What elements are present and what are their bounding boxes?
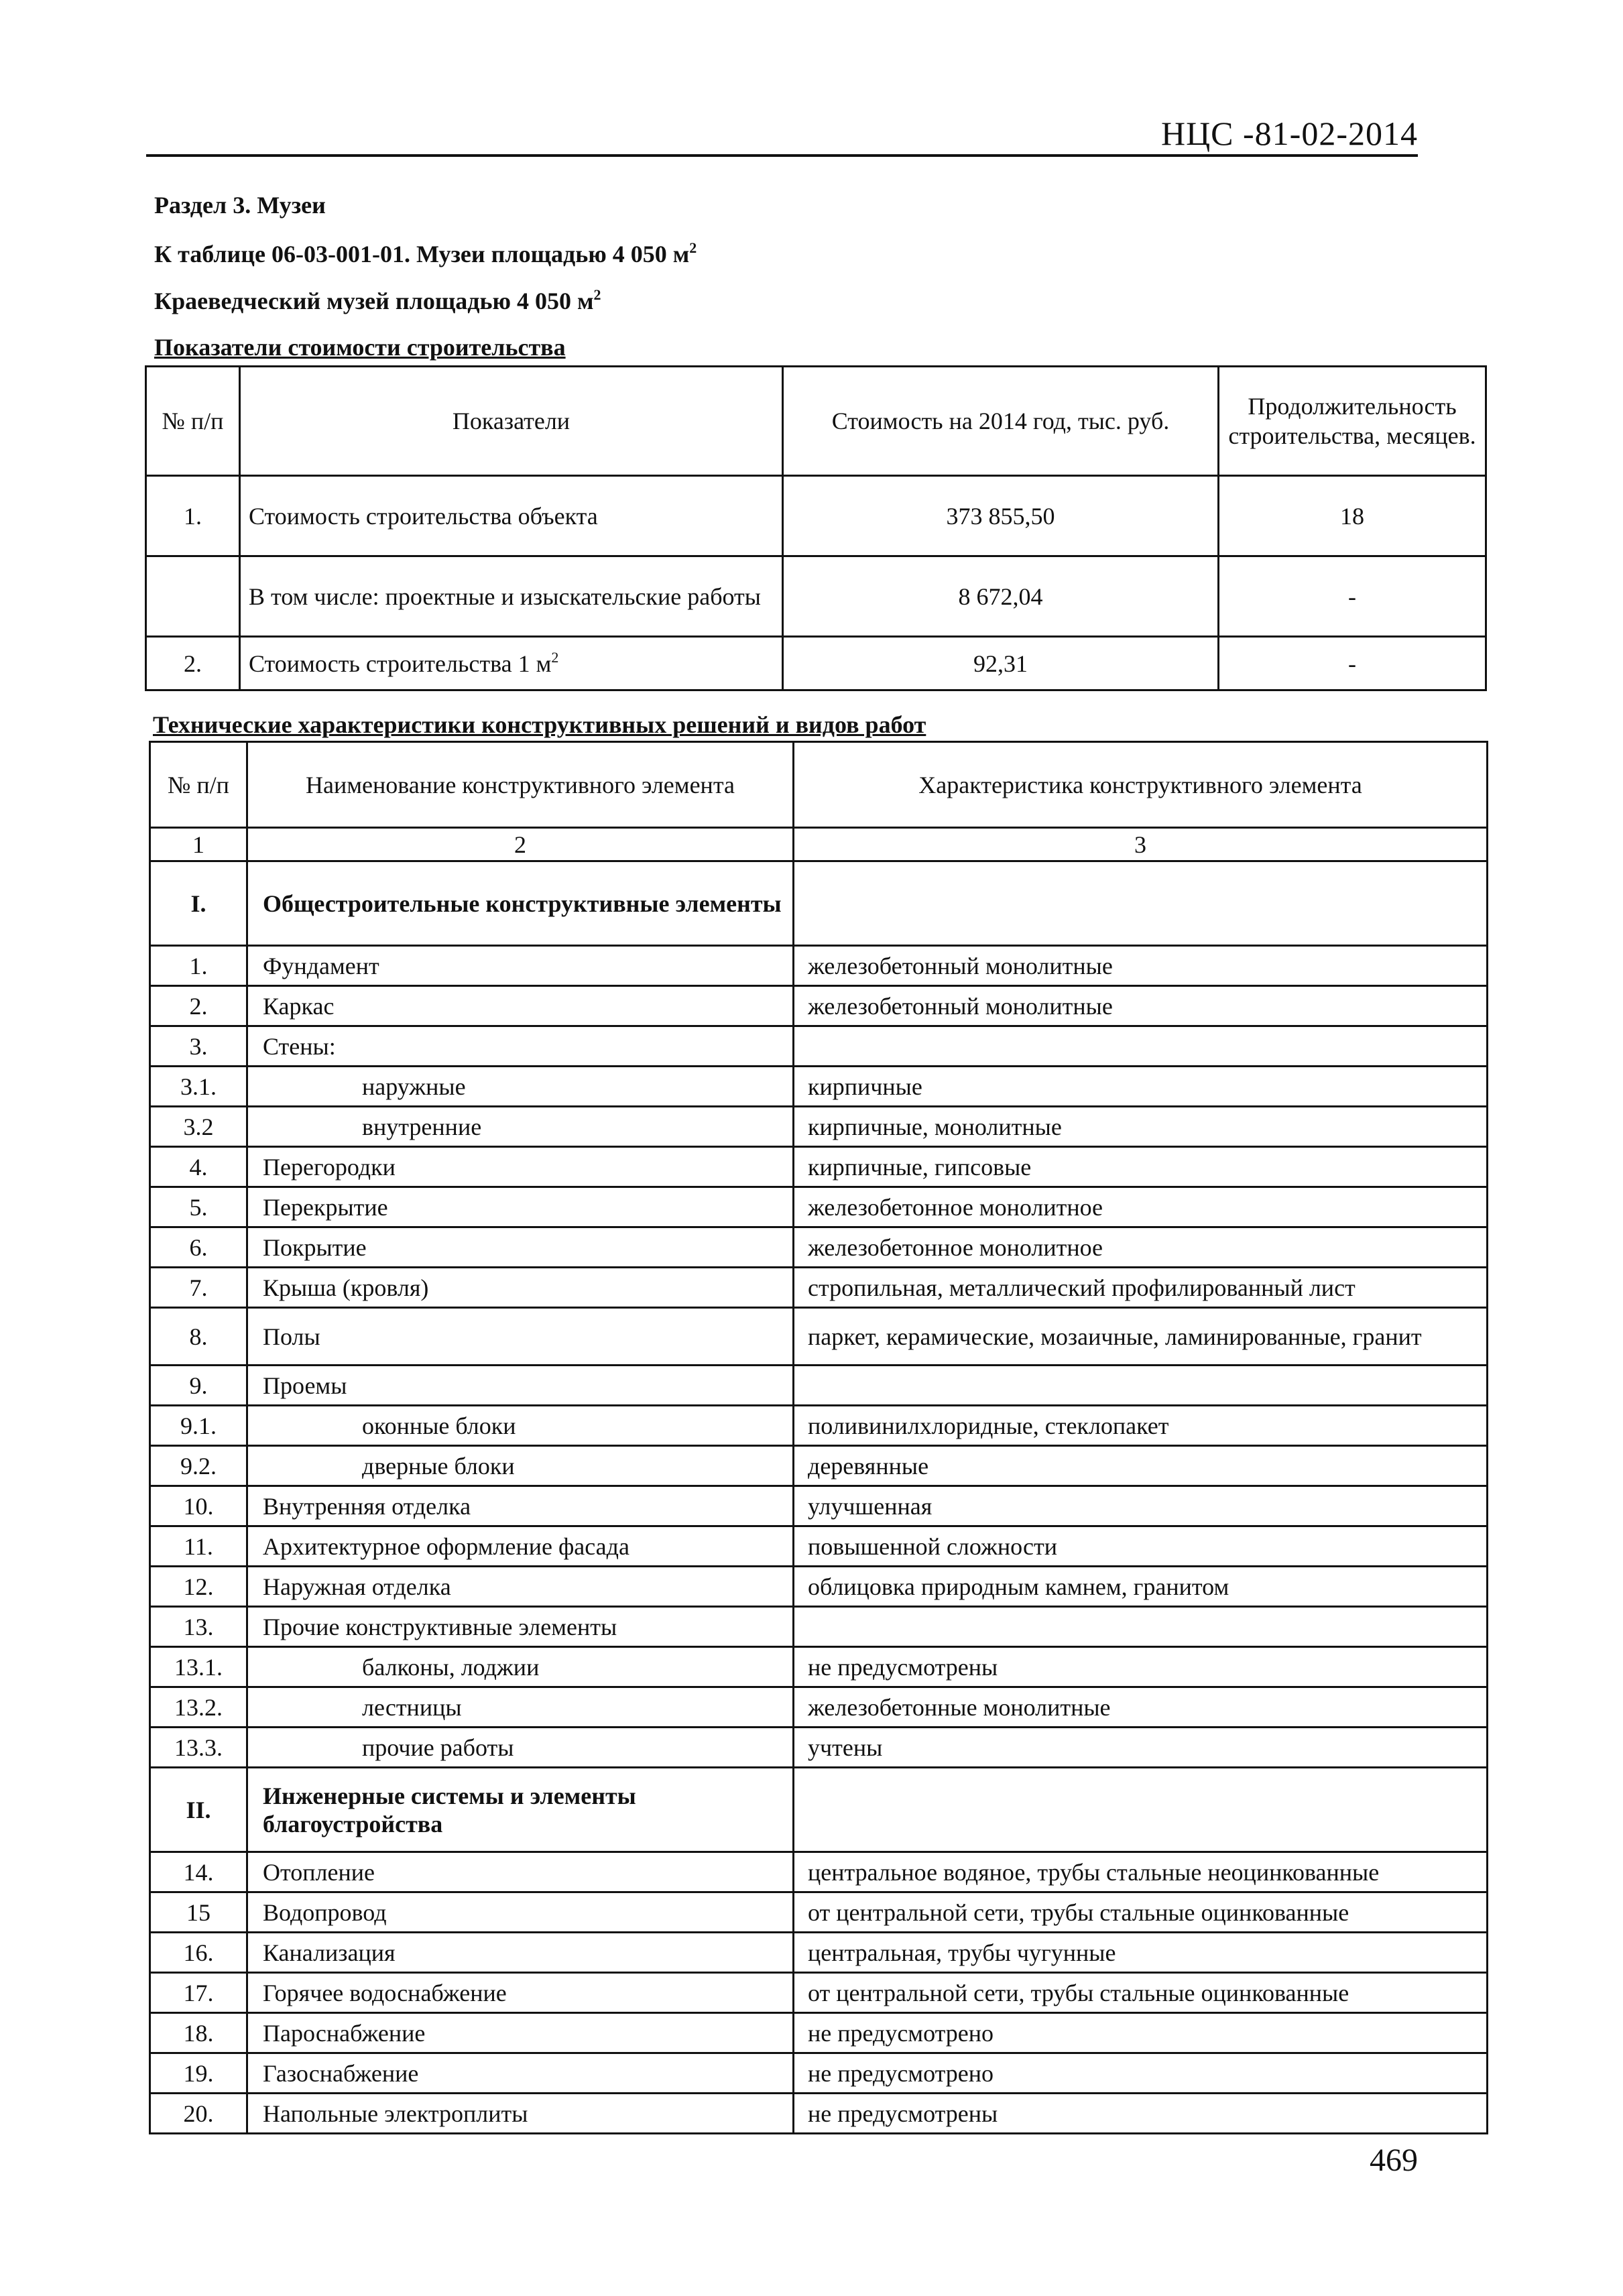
tech-row-characteristic: центральная, трубы чугунные bbox=[794, 1933, 1488, 1973]
cost-row-number bbox=[146, 556, 240, 637]
tech-table-row bbox=[150, 1486, 1488, 1526]
tech-row-characteristic: железобетонное монолитное bbox=[794, 1227, 1488, 1268]
cost-col-cost-header: Стоимость на 2014 год, тыс. руб. bbox=[783, 367, 1219, 476]
tech-row-number: 8. bbox=[150, 1308, 247, 1366]
tech-row-number: 19. bbox=[150, 2053, 247, 2094]
tech-row-number: 9. bbox=[150, 1366, 247, 1406]
tech-row-element-name: Водопровод bbox=[247, 1892, 794, 1933]
costs-heading: Показатели стоимости строительства bbox=[154, 334, 566, 361]
tech-table-row bbox=[150, 1406, 1488, 1446]
tech-table-row bbox=[150, 1026, 1488, 1067]
cost-row-duration: 18 bbox=[1219, 476, 1486, 556]
tech-row-characteristic: не предусмотрено bbox=[794, 2013, 1488, 2053]
tech-col-characteristic-header: Характеристика конструктивного элемента bbox=[794, 742, 1488, 828]
tech-row-element-name: оконные блоки bbox=[247, 1406, 794, 1446]
tech-row-characteristic: железобетонный монолитные bbox=[794, 946, 1488, 986]
tech-table-row bbox=[150, 1607, 1488, 1647]
tech-row-element-name: Горячее водоснабжение bbox=[247, 1973, 794, 2013]
tech-row-characteristic: улучшенная bbox=[794, 1486, 1488, 1526]
tech-row-characteristic: железобетонные монолитные bbox=[794, 1687, 1488, 1728]
tech-table-row bbox=[150, 1268, 1488, 1308]
tech-row-number: 1. bbox=[150, 946, 247, 986]
header-rule bbox=[146, 154, 1418, 157]
tech-row-number: 9.2. bbox=[150, 1446, 247, 1486]
cost-row-label bbox=[240, 637, 783, 690]
section-title: Раздел 3. Музеи bbox=[154, 192, 326, 219]
museum-title-text: Краеведческий музей площадью 4 050 м bbox=[154, 288, 594, 314]
tech-table-row bbox=[150, 1973, 1488, 2013]
tech-row-characteristic: центральное водяное, трубы стальные неоцинкованные bbox=[794, 1852, 1488, 1892]
tech-row-number: 4. bbox=[150, 1147, 247, 1187]
tech-table-row bbox=[150, 1107, 1488, 1147]
tech-row-element-name: Газоснабжение bbox=[247, 2053, 794, 2094]
tech-row-element-name: балконы, лоджии bbox=[247, 1647, 794, 1687]
tech-row-element-name: Стены: bbox=[247, 1026, 794, 1067]
tech-row-element-name: лестницы bbox=[247, 1687, 794, 1728]
tech-col-index-3: 3 bbox=[794, 828, 1488, 861]
tech-row-number: 3.1. bbox=[150, 1067, 247, 1107]
tech-table-row bbox=[150, 986, 1488, 1026]
tech-row-number: 13.3. bbox=[150, 1728, 247, 1768]
tech-col-number-header: № п/п bbox=[150, 742, 247, 828]
tech-table-header-row bbox=[150, 742, 1488, 828]
tech-table-row bbox=[150, 1526, 1488, 1567]
tech-table-row bbox=[150, 1728, 1488, 1768]
tech-table-row bbox=[150, 1366, 1488, 1406]
tech-row-number: 13.1. bbox=[150, 1647, 247, 1687]
tech-table-row bbox=[150, 1308, 1488, 1366]
tech-table-row bbox=[150, 1852, 1488, 1892]
tech-row-element-name: Фундамент bbox=[247, 946, 794, 986]
cost-col-indicator-header: Показатели bbox=[240, 367, 783, 476]
tech-row-characteristic bbox=[794, 1366, 1488, 1406]
tech-table-row bbox=[150, 1892, 1488, 1933]
tech-row-number: 17. bbox=[150, 1973, 247, 2013]
tech-row-characteristic: стропильная, металлический профилированный лист bbox=[794, 1268, 1488, 1308]
cost-table-row bbox=[146, 556, 1486, 637]
tech-table-column-numbers-row bbox=[150, 828, 1488, 861]
tech-table-row bbox=[150, 2094, 1488, 2134]
tech-row-characteristic: учтены bbox=[794, 1728, 1488, 1768]
tech-table-row bbox=[150, 2013, 1488, 2053]
tech-table-row bbox=[150, 1687, 1488, 1728]
tech-table-row bbox=[150, 1933, 1488, 1973]
tech-row-element-name: Инженерные системы и элементы благоустройства bbox=[247, 1768, 794, 1852]
tech-row-number: 6. bbox=[150, 1227, 247, 1268]
tech-row-characteristic: от центральной сети, трубы стальные оцинкованные bbox=[794, 1892, 1488, 1933]
tech-col-index-2: 2 bbox=[247, 828, 794, 861]
tech-row-characteristic: не предусмотрены bbox=[794, 1647, 1488, 1687]
tech-row-characteristic: железобетонный монолитные bbox=[794, 986, 1488, 1026]
tech-row-number: 16. bbox=[150, 1933, 247, 1973]
tech-row-characteristic: от центральной сети, трубы стальные оцинкованные bbox=[794, 1973, 1488, 2013]
table-reference-text: К таблице 06-03-001-01. Музеи площадью 4 050 м bbox=[154, 241, 690, 267]
tech-table-row bbox=[150, 1768, 1488, 1852]
tech-row-characteristic bbox=[794, 1026, 1488, 1067]
cost-row-duration: - bbox=[1219, 556, 1486, 637]
tech-row-number: 13.2. bbox=[150, 1687, 247, 1728]
tech-row-number: 10. bbox=[150, 1486, 247, 1526]
tech-table-row bbox=[150, 1567, 1488, 1607]
tech-row-element-name: Наружная отделка bbox=[247, 1567, 794, 1607]
tech-row-element-name: Канализация bbox=[247, 1933, 794, 1973]
cost-row-label-text: Стоимость строительства 1 м bbox=[249, 650, 552, 677]
tech-row-element-name: Прочие конструктивные элементы bbox=[247, 1607, 794, 1647]
tech-row-element-name: Отопление bbox=[247, 1852, 794, 1892]
tech-row-number: 11. bbox=[150, 1526, 247, 1567]
cost-row-duration: - bbox=[1219, 637, 1486, 690]
cost-col-number-header: № п/п bbox=[146, 367, 240, 476]
cost-row-number: 2. bbox=[146, 637, 240, 690]
tech-row-element-name: Проемы bbox=[247, 1366, 794, 1406]
cost-table-row bbox=[146, 637, 1486, 690]
museum-title bbox=[154, 287, 601, 315]
tech-row-number: 7. bbox=[150, 1268, 247, 1308]
tech-row-number: 3. bbox=[150, 1026, 247, 1067]
tech-row-number: 18. bbox=[150, 2013, 247, 2053]
tech-table-row bbox=[150, 2053, 1488, 2094]
tech-row-number: 2. bbox=[150, 986, 247, 1026]
cost-row-value: 92,31 bbox=[783, 637, 1219, 690]
cost-table-header-row bbox=[146, 367, 1486, 476]
tech-table-row bbox=[150, 1227, 1488, 1268]
cost-table-row bbox=[146, 476, 1486, 556]
cost-row-value: 373 855,50 bbox=[783, 476, 1219, 556]
tech-row-characteristic bbox=[794, 861, 1488, 946]
cost-indicators-table bbox=[145, 365, 1487, 691]
tech-row-characteristic bbox=[794, 1768, 1488, 1852]
tech-col-index-1: 1 bbox=[150, 828, 247, 861]
cost-row-label-sup: 2 bbox=[551, 648, 559, 666]
tech-table-row bbox=[150, 1446, 1488, 1486]
tech-row-number: 15 bbox=[150, 1892, 247, 1933]
tech-table-row bbox=[150, 1647, 1488, 1687]
technical-characteristics-table bbox=[149, 741, 1488, 2134]
tech-row-characteristic: паркет, керамические, мозаичные, ламинированные, гранит bbox=[794, 1308, 1488, 1366]
tech-row-element-name: Перекрытие bbox=[247, 1187, 794, 1227]
tech-row-number: 13. bbox=[150, 1607, 247, 1647]
tech-row-characteristic: повышенной сложности bbox=[794, 1526, 1488, 1567]
tech-row-characteristic: не предусмотрены bbox=[794, 2094, 1488, 2134]
tech-row-element-name: прочие работы bbox=[247, 1728, 794, 1768]
tech-row-number: 9.1. bbox=[150, 1406, 247, 1446]
tech-row-number: 12. bbox=[150, 1567, 247, 1607]
cost-row-label: Стоимость строительства объекта bbox=[240, 476, 783, 556]
cost-row-number: 1. bbox=[146, 476, 240, 556]
tech-table-row bbox=[150, 946, 1488, 986]
table-reference bbox=[154, 240, 697, 268]
museum-title-sup: 2 bbox=[593, 286, 601, 303]
tech-row-number: 5. bbox=[150, 1187, 247, 1227]
tech-table-row bbox=[150, 1147, 1488, 1187]
tech-row-element-name: Перегородки bbox=[247, 1147, 794, 1187]
tech-row-number: 20. bbox=[150, 2094, 247, 2134]
tech-row-characteristic: не предусмотрено bbox=[794, 2053, 1488, 2094]
tech-row-element-name: Крыша (кровля) bbox=[247, 1268, 794, 1308]
table-reference-sup: 2 bbox=[689, 239, 697, 256]
tech-table-row bbox=[150, 861, 1488, 946]
tech-row-element-name: дверные блоки bbox=[247, 1446, 794, 1486]
document-code: НЦС -81-02-2014 bbox=[1160, 115, 1418, 152]
tech-row-characteristic: кирпичные bbox=[794, 1067, 1488, 1107]
tech-row-element-name: Полы bbox=[247, 1308, 794, 1366]
tech-row-element-name: Напольные электроплиты bbox=[247, 2094, 794, 2134]
tech-row-element-name: наружные bbox=[247, 1067, 794, 1107]
tech-row-number: II. bbox=[150, 1768, 247, 1852]
tech-row-characteristic: железобетонное монолитное bbox=[794, 1187, 1488, 1227]
tech-row-element-name: Покрытие bbox=[247, 1227, 794, 1268]
tech-row-number: 14. bbox=[150, 1852, 247, 1892]
tech-row-characteristic bbox=[794, 1607, 1488, 1647]
tech-row-element-name: Каркас bbox=[247, 986, 794, 1026]
tech-row-element-name: Внутренняя отделка bbox=[247, 1486, 794, 1526]
tech-heading: Технические характеристики конструктивных решений и видов работ bbox=[153, 711, 926, 738]
cost-row-value: 8 672,04 bbox=[783, 556, 1219, 637]
cost-col-duration-header: Продолжительность строительства, месяцев. bbox=[1219, 367, 1486, 476]
tech-row-characteristic: деревянные bbox=[794, 1446, 1488, 1486]
tech-row-number: I. bbox=[150, 861, 247, 946]
tech-col-name-header: Наименование конструктивного элемента bbox=[247, 742, 794, 828]
tech-row-element-name: Общестроительные конструктивные элементы bbox=[247, 861, 794, 946]
tech-row-characteristic: облицовка природным камнем, гранитом bbox=[794, 1567, 1488, 1607]
page-number: 469 bbox=[1370, 2142, 1418, 2178]
tech-row-element-name: Пароснабжение bbox=[247, 2013, 794, 2053]
tech-table-row bbox=[150, 1187, 1488, 1227]
cost-row-label: В том числе: проектные и изыскательские работы bbox=[240, 556, 783, 637]
tech-table-row bbox=[150, 1067, 1488, 1107]
tech-row-characteristic: кирпичные, монолитные bbox=[794, 1107, 1488, 1147]
tech-row-element-name: Архитектурное оформление фасада bbox=[247, 1526, 794, 1567]
tech-row-number: 3.2 bbox=[150, 1107, 247, 1147]
tech-row-characteristic: поливинилхлоридные, стеклопакет bbox=[794, 1406, 1488, 1446]
tech-row-element-name: внутренние bbox=[247, 1107, 794, 1147]
tech-row-characteristic: кирпичные, гипсовые bbox=[794, 1147, 1488, 1187]
